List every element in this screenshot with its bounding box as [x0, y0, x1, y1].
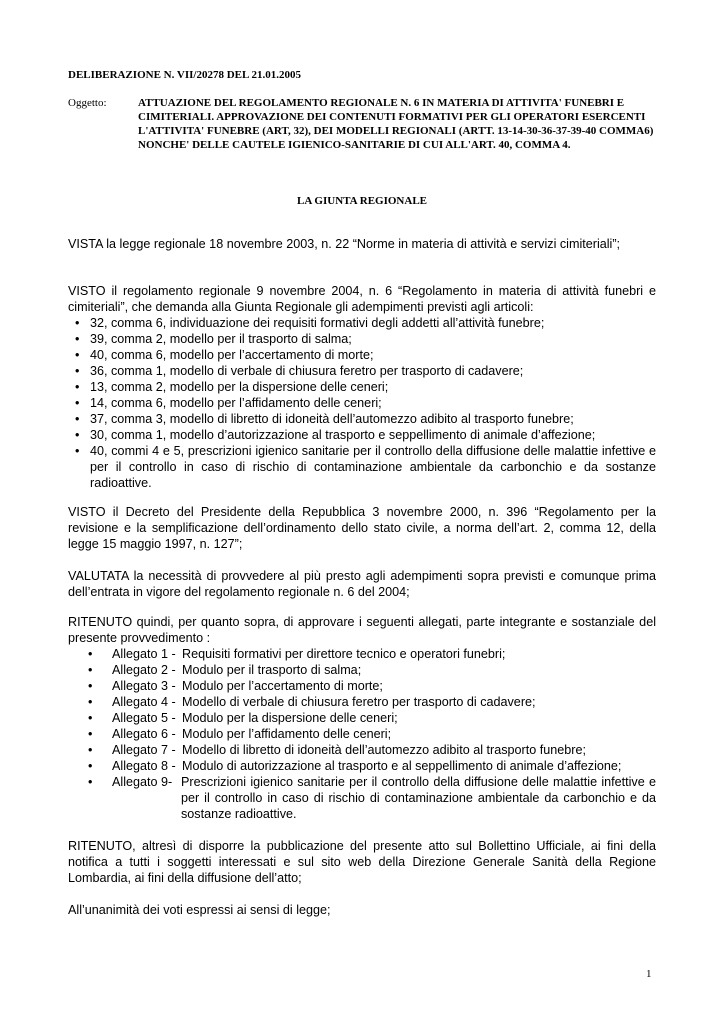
bullet-icon: • [88, 663, 93, 677]
list-item-text: 40, commi 4 e 5, prescrizioni igienico sanitarie per il controllo della diffusione delle malattie infettive e per il controllo in caso di rischio di contaminazione ambientale da carbonchio e da sostanze radioattive. [90, 444, 656, 490]
section-heading: LA GIUNTA REGIONALE [297, 195, 427, 207]
list-item-text: 37, comma 3, modello di libretto di idoneità dell’automezzo adibito al trasporto funebre; [90, 412, 574, 426]
list-item [68, 443, 656, 491]
bullet-icon: • [75, 444, 80, 458]
bullet-icon: • [88, 647, 93, 661]
allegato-label: Allegato 7 - [112, 743, 176, 757]
list-item [68, 758, 656, 774]
allegato-label: Allegato 5 - [112, 711, 176, 725]
list-item [68, 331, 656, 347]
bullet-icon: • [88, 743, 93, 757]
page-number: 1 [646, 968, 652, 980]
allegato-text: Prescrizioni igienico sanitarie per il controllo della diffusione delle malattie infettive e per il controllo in caso di rischio di contaminazione ambientale da carbonchio e da sostanze radioattive. [181, 775, 656, 821]
subject-label: Oggetto: [68, 97, 107, 109]
list-item-text: 14, comma 6, modello per l’affidamento delle ceneri; [90, 396, 382, 410]
allegato-label: Allegato 9- [112, 775, 173, 789]
paragraph-text: RITENUTO, altresì di disporre la pubblicazione del presente atto sul Bollettino Ufficiale, ai fini della notifica a tutti i soggetti interessati e sul sito web della Direzione Generale Sanità della Regione Lombardia, ai fini della diffusione dell’atto; [68, 839, 656, 885]
list-item-text: 13, comma 2, modello per la dispersione delle ceneri; [90, 380, 389, 394]
paragraph-visto-decreto [68, 504, 656, 552]
list-item [68, 678, 656, 694]
allegati-list [68, 646, 656, 822]
list-item [68, 363, 656, 379]
list-item [68, 694, 656, 710]
allegato-text: Modulo per la dispersione delle ceneri; [182, 711, 398, 725]
bullet-icon: • [88, 759, 93, 773]
list-item-text: 39, comma 2, modello per il trasporto di salma; [90, 332, 352, 346]
allegato-label: Allegato 4 - [112, 695, 176, 709]
allegato-text: Modulo di autorizzazione al trasporto e al seppellimento di animale d’affezione; [182, 759, 622, 773]
allegato-text: Modello di verbale di chiusura feretro per trasporto di cadavere; [182, 695, 536, 709]
bullet-icon: • [75, 332, 80, 346]
allegato-text: Modulo per l’accertamento di morte; [182, 679, 383, 693]
list-item [68, 726, 656, 742]
allegato-text: Modulo per il trasporto di salma; [182, 663, 362, 677]
deliberation-title: DELIBERAZIONE N. VII/20278 DEL 21.01.2005 [68, 69, 301, 81]
bullet-icon: • [75, 348, 80, 362]
bullet-icon: • [75, 412, 80, 426]
list-item-text: 40, comma 6, modello per l’accertamento di morte; [90, 348, 374, 362]
list-item [68, 315, 656, 331]
allegato-label: Allegato 2 - [112, 663, 176, 677]
paragraph-ritenuto-pubblicazione [68, 838, 656, 886]
list-item [68, 395, 656, 411]
allegato-text: Requisiti formativi per direttore tecnico e operatori funebri; [182, 647, 506, 661]
bullet-icon: • [88, 775, 93, 789]
bullet-icon: • [75, 380, 80, 394]
paragraph-text: VISTA la legge regionale 18 novembre 2003, n. 22 “Norme in materia di attività e servizi cimiteriali”; [68, 237, 621, 251]
paragraph-vista [68, 236, 656, 252]
bullet-icon: • [75, 316, 80, 330]
articles-list [68, 315, 656, 491]
paragraph-text: VISTO il regolamento regionale 9 novembre 2004, n. 6 “Regolamento in materia di attività funebri e cimiteriali”, che demanda alla Giunta Regionale gli adempimenti previsti agli articoli: [68, 284, 656, 314]
bullet-icon: • [88, 727, 93, 741]
allegato-text: Modello di libretto di idoneità dell’automezzo adibito al trasporto funebre; [182, 743, 586, 757]
allegato-label: Allegato 3 - [112, 679, 176, 693]
allegato-label: Allegato 1 - [112, 647, 176, 661]
paragraph-text: VISTO il Decreto del Presidente della Repubblica 3 novembre 2000, n. 396 “Regolamento per la revisione e la semplificazione dell’ordinamento dello stato civile, a norma dell’art. 2, comma 12, della legge 15 maggio 1997, n. 127”; [68, 505, 656, 551]
list-item-text: 30, comma 1, modello d’autorizzazione al trasporto e seppellimento di animale d’affezione; [90, 428, 596, 442]
bullet-icon: • [75, 428, 80, 442]
paragraph-text: RITENUTO quindi, per quanto sopra, di approvare i seguenti allegati, parte integrante e sostanziale del presente provvedimento : [68, 615, 656, 645]
list-item [68, 427, 656, 443]
list-item [68, 662, 656, 678]
list-item [68, 646, 656, 662]
list-item [68, 347, 656, 363]
paragraph-text: VALUTATA la necessità di provvedere al più presto agli adempimenti sopra previsti e comunque prima dell’entrata in vigore del regolamento regionale n. 6 del 2004; [68, 569, 656, 599]
bullet-icon: • [88, 679, 93, 693]
allegato-label: Allegato 8 - [112, 759, 176, 773]
paragraph-visto-regolamento [68, 283, 656, 491]
list-item-text: 32, comma 6, individuazione dei requisiti formativi degli addetti all’attività funebre; [90, 316, 545, 330]
bullet-icon: • [75, 364, 80, 378]
list-item [68, 710, 656, 726]
bullet-icon: • [88, 711, 93, 725]
allegato-label: Allegato 6 - [112, 727, 176, 741]
paragraph-unanimita [68, 902, 656, 918]
subject-text: ATTUAZIONE DEL REGOLAMENTO REGIONALE N. 6 IN MATERIA DI ATTIVITA' FUNEBRI E CIMITERIALI. APPROVAZIONE DEI CONTENUTI FORMATIVI PER GLI OPERATORI ESERCENTI L'ATTIVITA' FUNEBRE (ART, 32), DEI MODELLI REGIONALI (ARTT. 13-14-30-36-37-39-40 COMMA6) NONCHE' DELLE CAUTELE IGIENICO-SANITARIE DI CUI ALL'ART. 40, COMMA 4. [138, 97, 654, 151]
list-item [68, 774, 656, 822]
paragraph-text: All’unanimità dei voti espressi ai sensi di legge; [68, 903, 331, 917]
list-item [68, 742, 656, 758]
bullet-icon: • [88, 695, 93, 709]
list-item [68, 411, 656, 427]
bullet-icon: • [75, 396, 80, 410]
list-item-text: 36, comma 1, modello di verbale di chiusura feretro per trasporto di cadavere; [90, 364, 524, 378]
allegato-text: Modulo per l’affidamento delle ceneri; [182, 727, 392, 741]
paragraph-valutata [68, 568, 656, 600]
list-item [68, 379, 656, 395]
paragraph-ritenuto-allegati [68, 614, 656, 822]
